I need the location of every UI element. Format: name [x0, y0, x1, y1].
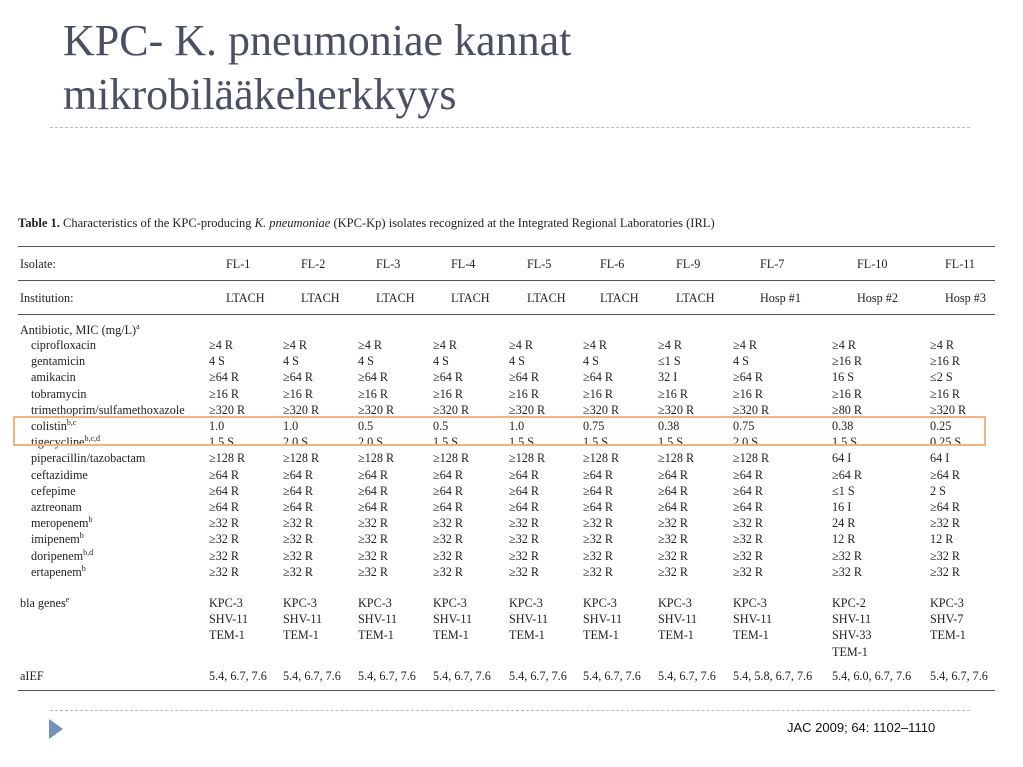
mic-value: ≥128 R	[658, 451, 695, 466]
mic-value: 1.5 S	[658, 435, 684, 450]
mic-value: ≥32 R	[733, 532, 764, 547]
bla-gene: KPC-3	[733, 596, 767, 610]
mic-value: 16 S	[832, 370, 855, 385]
mic-value: ≥32 R	[832, 548, 863, 563]
mic-value: ≥32 R	[283, 532, 314, 547]
mic-value: 4 S	[209, 354, 225, 369]
highlight-box	[13, 416, 986, 446]
bla-gene: SHV-11	[509, 612, 549, 627]
mic-value: 4 S	[283, 354, 299, 369]
bla-gene: SHV-11	[283, 612, 323, 627]
antibiotic-name: tobramycin	[31, 386, 87, 401]
mic-value: 24 R	[832, 516, 856, 531]
mic-value: ≥32 R	[283, 564, 314, 579]
antibiotic-name: ertapenem$^b$	[31, 563, 86, 579]
mic-value: ≥64 R	[832, 467, 863, 482]
mic-value: ≥64 R	[733, 370, 764, 385]
antibiotic-name: gentamicin	[31, 354, 86, 369]
mic-value: ≥320 R	[583, 402, 620, 417]
mic-value: 0.5	[358, 419, 374, 433]
mic-value: ≥64 R	[283, 467, 314, 482]
mic-value: ≥64 R	[283, 370, 314, 385]
table-caption-label: Table 1.	[18, 216, 60, 230]
mic-value: ≥32 R	[509, 516, 540, 531]
mic-value: 2.0 S	[358, 435, 384, 450]
mic-value: ≥16 R	[509, 386, 540, 401]
mic-value: 1.5 S	[832, 435, 858, 450]
table-rule-bottom	[18, 690, 995, 691]
mic-value: ≥32 R	[930, 564, 961, 579]
mic-value: ≥320 R	[209, 402, 246, 417]
mic-value: ≥32 R	[433, 532, 464, 547]
mic-value: ≥320 R	[509, 402, 546, 417]
mic-value: 0.25 S	[930, 435, 962, 450]
institution-header: LTACH	[527, 291, 566, 305]
antibiotic-name: ciprofloxacin	[31, 338, 96, 352]
mic-value: ≥32 R	[832, 564, 863, 579]
mic-value: ≥32 R	[583, 516, 614, 531]
institution-header: LTACH	[451, 291, 490, 305]
antibiotic-name: doripenem$^{b,d}$	[31, 547, 94, 563]
bla-gene: KPC-3	[658, 596, 692, 610]
institution-header: LTACH	[301, 291, 340, 305]
mic-value: ≥32 R	[658, 548, 689, 563]
mic-value: 0.38	[658, 419, 680, 433]
bla-gene: SHV-7	[930, 612, 964, 627]
mic-value: ≥64 R	[358, 370, 389, 385]
mic-value: ≥64 R	[209, 500, 240, 514]
mic-value: ≥32 R	[583, 564, 614, 579]
mic-value: ≥64 R	[209, 467, 240, 482]
mic-value: ≥4 R	[358, 338, 382, 352]
institution-header: Hosp #1	[760, 291, 801, 305]
bla-gene: KPC-3	[358, 596, 392, 610]
mic-value: ≥16 R	[832, 354, 863, 369]
citation: JAC 2009; 64: 1102–1110	[787, 720, 936, 735]
bla-gene: SHV-11	[433, 612, 473, 627]
mic-value: ≥64 R	[358, 483, 389, 498]
aief-value: 5.4, 6.0, 6.7, 7.6	[832, 669, 912, 683]
mic-value: ≥32 R	[433, 548, 464, 563]
mic-value: 0.75	[733, 419, 755, 433]
antibiotic-name: ceftazidime	[31, 467, 88, 482]
mic-value: 1.5 S	[209, 435, 235, 450]
mic-value: 32 I	[658, 370, 678, 385]
isolate-header: FL-4	[451, 257, 476, 271]
mic-value: 2.0 S	[283, 435, 309, 450]
mic-value: 12 R	[832, 532, 856, 547]
isolate-header: FL-11	[945, 257, 976, 271]
mic-value: ≥64 R	[509, 370, 540, 385]
mic-value: ≥64 R	[930, 467, 961, 482]
mic-value: ≥16 R	[930, 386, 961, 401]
mic-value: ≥32 R	[930, 516, 961, 531]
antibiotic-name: imipenem$^b$	[31, 531, 84, 547]
bla-gene: TEM-1	[358, 628, 394, 643]
mic-value: ≥32 R	[283, 548, 314, 563]
mic-value: ≥128 R	[358, 451, 395, 466]
antibiotic-name: tigecycline$^{b,c,d}$	[31, 434, 101, 450]
mic-value: ≥64 R	[658, 483, 689, 498]
triangle-right-icon[interactable]	[49, 719, 63, 739]
mic-value: ≥320 R	[358, 402, 395, 417]
mic-value: ≥16 R	[358, 386, 389, 401]
mic-value: 16 I	[832, 500, 852, 514]
antibiotic-name: piperacillin/tazobactam	[31, 451, 146, 466]
bla-gene: SHV-33	[832, 628, 872, 643]
bla-gene: KPC-3	[433, 596, 467, 610]
mic-value: 0.5	[433, 419, 449, 433]
antibiotic-name: trimethoprim/sulfamethoxazole	[31, 402, 185, 417]
mic-value: ≥16 R	[283, 386, 314, 401]
mic-value: ≥128 R	[733, 451, 770, 466]
mic-value: ≥64 R	[658, 500, 689, 514]
table-rule	[18, 314, 995, 315]
mic-value: ≥64 R	[433, 467, 464, 482]
table-caption-text: Characteristics of the KPC-producing K. pneumoniae (KPC-Kp) isolates recognized at the Integrated Regional Laboratories (IRL)	[63, 216, 715, 230]
mic-value: ≥64 R	[733, 500, 764, 514]
mic-value: ≥32 R	[733, 564, 764, 579]
mic-value: ≥64 R	[583, 467, 614, 482]
mic-value: ≥32 R	[358, 564, 389, 579]
mic-value: 1.5 S	[509, 435, 535, 450]
mic-value: ≥32 R	[658, 564, 689, 579]
aief-value: 5.4, 6.7, 7.6	[509, 669, 567, 683]
mic-value: ≥64 R	[583, 483, 614, 498]
title-divider	[50, 127, 970, 128]
mic-value: ≥32 R	[733, 548, 764, 563]
bla-gene: TEM-1	[583, 628, 619, 643]
mic-value: ≥32 R	[509, 564, 540, 579]
mic-value: ≥64 R	[433, 500, 464, 514]
mic-value: ≥80 R	[832, 402, 863, 417]
bla-gene: SHV-11	[832, 612, 872, 627]
aief-value: 5.4, 6.7, 7.6	[209, 669, 267, 683]
mic-value: 1.0	[283, 419, 299, 433]
institution-header: Hosp #3	[945, 291, 986, 305]
mic-value: ≥16 R	[832, 386, 863, 401]
mic-value: ≤1 S	[658, 354, 681, 369]
mic-value: ≥128 R	[433, 451, 470, 466]
mic-value: ≥32 R	[358, 548, 389, 563]
aief-value: 5.4, 6.7, 7.6	[283, 669, 341, 683]
mic-value: ≥32 R	[209, 548, 240, 563]
institution-header: LTACH	[676, 291, 715, 305]
mic-value: ≥64 R	[283, 483, 314, 498]
mic-value: ≥4 R	[733, 338, 757, 352]
antibiotic-name: aztreonam	[31, 500, 82, 514]
antibiotic-name: colistin$^{b,c}$	[31, 417, 77, 433]
table-caption	[18, 216, 998, 231]
mic-value: ≥4 R	[209, 338, 233, 352]
mic-value: ≥16 R	[209, 386, 240, 401]
isolate-header: FL-5	[527, 257, 552, 271]
mic-value: ≥64 R	[658, 467, 689, 482]
mic-value: ≥16 R	[733, 386, 764, 401]
mic-value: ≥32 R	[433, 516, 464, 531]
mic-value: ≥64 R	[509, 467, 540, 482]
mic-value: ≥16 R	[930, 354, 961, 369]
isolate-header: FL-9	[676, 257, 701, 271]
footer-divider	[50, 710, 970, 711]
mic-value: ≥32 R	[930, 548, 961, 563]
mic-value: 12 R	[930, 532, 954, 547]
mic-value: ≥128 R	[583, 451, 620, 466]
isolate-header: FL-10	[857, 257, 888, 271]
mic-value: ≥320 R	[930, 402, 967, 417]
aief-value: 5.4, 6.7, 7.6	[658, 669, 716, 683]
mic-value: ≥16 R	[433, 386, 464, 401]
aief-value: 5.4, 6.7, 7.6	[930, 669, 988, 683]
bla-gene: SHV-11	[209, 612, 249, 627]
mic-value: ≥32 R	[658, 532, 689, 547]
mic-value: 2.0 S	[733, 435, 759, 450]
aief-value: 5.4, 6.7, 7.6	[358, 669, 416, 683]
mic-value: 64 I	[832, 451, 852, 466]
bla-gene: TEM-1	[433, 628, 469, 643]
mic-value: ≥128 R	[509, 451, 546, 466]
bla-gene: SHV-11	[733, 612, 773, 627]
bla-gene: TEM-1	[283, 628, 319, 643]
aief-label: aIEF	[20, 669, 44, 683]
mic-value: ≥32 R	[283, 516, 314, 531]
aief-value: 5.4, 6.7, 7.6	[433, 669, 491, 683]
mic-value: ≥320 R	[733, 402, 770, 417]
bla-gene: TEM-1	[658, 628, 694, 643]
mic-value: 4 S	[583, 354, 599, 369]
mic-value: ≥64 R	[509, 500, 540, 514]
institution-header: LTACH	[376, 291, 415, 305]
mic-value: ≥4 R	[658, 338, 682, 352]
mic-value: 2 S	[930, 483, 946, 498]
mic-value: 1.5 S	[583, 435, 609, 450]
mic-value: 4 S	[358, 354, 374, 369]
mic-value: ≥4 R	[930, 338, 954, 352]
mic-value: 4 S	[433, 354, 449, 369]
aief-value: 5.4, 5.8, 6.7, 7.6	[733, 669, 813, 683]
bla-gene: TEM-1	[733, 628, 769, 643]
mic-value: ≥64 R	[358, 500, 389, 514]
mic-value: ≥32 R	[358, 532, 389, 547]
mic-value: ≥4 R	[583, 338, 607, 352]
bla-gene: KPC-3	[509, 596, 543, 610]
mic-value: 4 S	[733, 354, 749, 369]
mic-value: 1.5 S	[433, 435, 459, 450]
mic-value: ≤1 S	[832, 483, 855, 498]
bla-gene: KPC-3	[209, 596, 243, 610]
aief-value: 5.4, 6.7, 7.6	[583, 669, 641, 683]
bla-genes-label: bla genes$^e$	[20, 594, 70, 610]
slide-title	[63, 14, 963, 122]
mic-value: ≥4 R	[433, 338, 457, 352]
mic-value: ≥64 R	[509, 483, 540, 498]
mic-value: ≥32 R	[583, 532, 614, 547]
mic-value: ≥64 R	[583, 370, 614, 385]
institution-header-label: Institution:	[20, 291, 74, 305]
institution-header: Hosp #2	[857, 291, 898, 305]
isolate-header: FL-1	[226, 257, 251, 271]
mic-value: ≥32 R	[509, 532, 540, 547]
mic-value: 4 S	[509, 354, 525, 369]
isolate-header: FL-3	[376, 257, 401, 271]
isolate-header: FL-7	[760, 257, 785, 271]
mic-value: 0.75	[583, 419, 605, 433]
mic-value: ≥32 R	[583, 548, 614, 563]
bla-gene: SHV-11	[658, 612, 698, 627]
mic-value: ≥64 R	[209, 483, 240, 498]
mic-value: ≥320 R	[658, 402, 695, 417]
mic-value: ≥320 R	[433, 402, 470, 417]
mic-value: ≥64 R	[583, 500, 614, 514]
mic-value: ≥4 R	[509, 338, 533, 352]
antibiotic-name: meropenem$^b$	[31, 515, 93, 531]
bla-gene: TEM-1	[832, 644, 868, 659]
mic-value: 64 I	[930, 451, 950, 466]
mic-value: ≥32 R	[733, 516, 764, 531]
mic-value: ≥16 R	[658, 386, 689, 401]
bla-gene: SHV-11	[358, 612, 398, 627]
mic-value: ≥16 R	[583, 386, 614, 401]
mic-value: ≤2 S	[930, 370, 953, 385]
mic-value: ≥32 R	[509, 548, 540, 563]
mic-value: ≥64 R	[433, 483, 464, 498]
institution-header: LTACH	[600, 291, 639, 305]
mic-value: 1.0	[209, 419, 225, 433]
bla-gene: TEM-1	[930, 628, 966, 643]
mic-value: ≥64 R	[358, 467, 389, 482]
mic-value: ≥32 R	[209, 532, 240, 547]
antibiotic-name: amikacin	[31, 370, 76, 385]
bla-gene: TEM-1	[209, 628, 245, 643]
mic-value: ≥128 R	[283, 451, 320, 466]
mic-value: ≥32 R	[209, 516, 240, 531]
mic-value: ≥320 R	[283, 402, 320, 417]
mic-value: ≥32 R	[209, 564, 240, 579]
bla-gene: KPC-3	[583, 596, 617, 610]
mic-value: ≥32 R	[658, 516, 689, 531]
bla-gene: KPC-3	[283, 596, 317, 610]
bla-gene: KPC-2	[832, 596, 866, 610]
bla-gene: TEM-1	[509, 628, 545, 643]
mic-value: ≥32 R	[433, 564, 464, 579]
isolate-header-label: Isolate:	[20, 257, 56, 271]
institution-header: LTACH	[226, 291, 265, 305]
mic-value: ≥4 R	[283, 338, 307, 352]
mic-value: ≥64 R	[283, 500, 314, 514]
mic-value: ≥4 R	[832, 338, 856, 352]
isolate-header: FL-6	[600, 257, 625, 271]
mic-value: ≥64 R	[433, 370, 464, 385]
mic-value: ≥64 R	[209, 370, 240, 385]
antibiotic-name: cefepime	[31, 483, 76, 498]
mic-value: 1.0	[509, 419, 525, 433]
mic-value: ≥64 R	[733, 467, 764, 482]
mic-value: 0.38	[832, 419, 854, 433]
bla-gene: SHV-11	[583, 612, 623, 627]
mic-value: ≥64 R	[930, 500, 961, 514]
bla-gene: KPC-3	[930, 596, 964, 610]
slide-title-line-2: mikrobilääkeherkkyys	[63, 70, 457, 119]
table-rule	[18, 280, 995, 281]
mic-value: 0.25	[930, 419, 952, 433]
mic-value: ≥64 R	[733, 483, 764, 498]
mic-value: ≥128 R	[209, 451, 246, 466]
slide-title-line-1: KPC- K. pneumoniae kannat	[63, 16, 572, 65]
antibiotic-header: Antibiotic, MIC $(mg/L)^a$	[20, 321, 140, 337]
mic-value: ≥32 R	[358, 516, 389, 531]
isolate-header: FL-2	[301, 257, 326, 271]
table-rule-top	[18, 246, 995, 247]
